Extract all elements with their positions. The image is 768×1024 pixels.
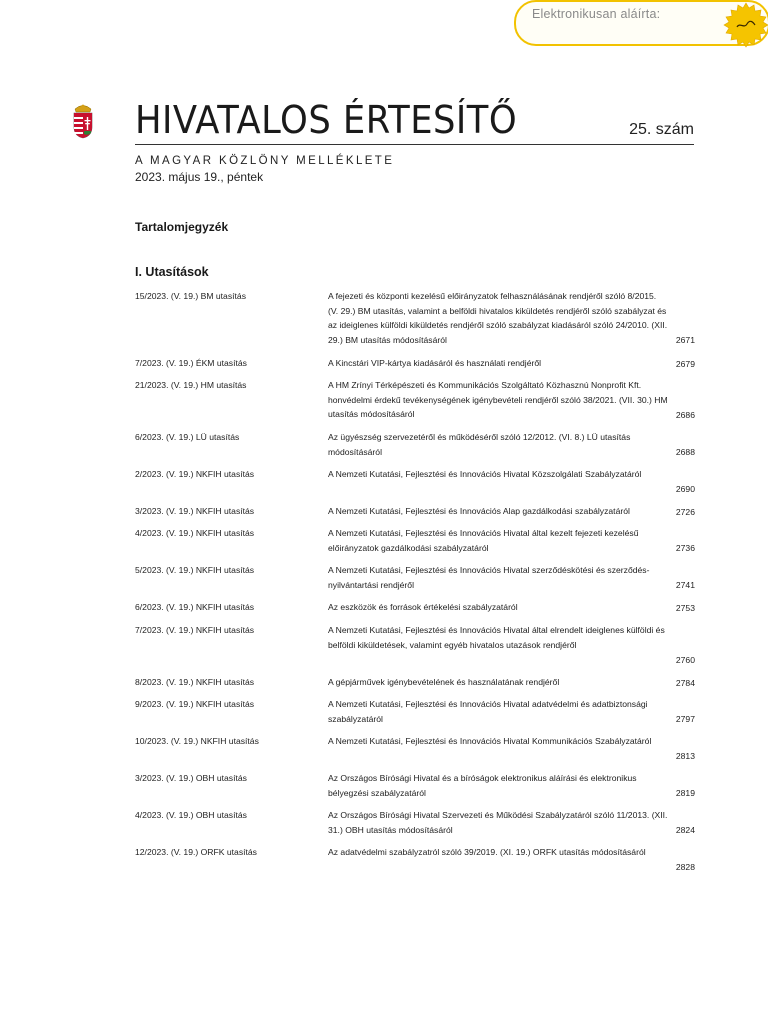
toc-entry-page: 2824 (675, 824, 695, 835)
toc-entry-page: 2819 (675, 787, 695, 798)
toc-heading: Tartalomjegyzék (135, 220, 229, 234)
toc-entry[interactable] (135, 845, 695, 874)
section-heading: I. Utasítások (135, 265, 209, 279)
toc-entry-title: Az Országos Bírósági Hivatal Szervezeti és Működési Szabályzatáról szóló 11/2013. (XII. 31.) OBH utasítás módosításáról (328, 810, 668, 835)
toc-entry-title: A Nemzeti Kutatási, Fejlesztési és Innovációs Hivatal szerződéskötési és szerződés-nyilvántartási rendjéről (328, 565, 650, 590)
toc-entry-page: 2671 (675, 334, 695, 345)
toc-entry[interactable] (135, 526, 695, 555)
toc-entry-title: A Nemzeti Kutatási, Fejlesztési és Innovációs Hivatal adatvédelmi és adatbiztonsági szabályzatáról (328, 699, 648, 724)
toc-entry[interactable] (135, 771, 695, 800)
publication-subtitle: A MAGYAR KÖZLÖNY MELLÉKLETE (135, 155, 395, 167)
toc-entry[interactable] (135, 356, 695, 371)
toc-entry-page: 2688 (675, 446, 695, 457)
hungarian-coat-of-arms-icon (71, 103, 95, 139)
toc-entry-code: 4/2023. (V. 19.) OBH utasítás (135, 810, 247, 820)
esign-label: Elektronikusan aláírta: (532, 7, 661, 21)
toc-entry-page: 2686 (675, 409, 695, 420)
signature-seal-icon (722, 2, 768, 48)
toc-entry-title: A Nemzeti Kutatási, Fejlesztési és Innovációs Alap gazdálkodási szabályzatáról (328, 506, 630, 516)
toc-entry-page: 2726 (675, 506, 695, 517)
toc-entry-page: 2813 (675, 750, 695, 761)
toc-entry-code: 12/2023. (V. 19.) ORFK utasítás (135, 847, 257, 857)
toc-entry-page: 2741 (675, 579, 695, 590)
toc-entry-page: 2760 (675, 654, 695, 665)
toc-entry-code: 4/2023. (V. 19.) NKFIH utasítás (135, 528, 255, 538)
toc-entry[interactable] (135, 467, 695, 496)
toc-entry-page: 2736 (675, 542, 695, 553)
toc-entry-code: 21/2023. (V. 19.) HM utasítás (135, 380, 247, 390)
toc-entry-code: 8/2023. (V. 19.) NKFIH utasítás (135, 677, 255, 687)
toc-entry[interactable] (135, 808, 695, 837)
toc-entry-title: A Nemzeti Kutatási, Fejlesztési és Innovációs Hivatal Közszolgálati Szabályzatáról (328, 469, 642, 479)
toc-entry-title: Az adatvédelmi szabályzatról szóló 39/2019. (XI. 19.) ORFK utasítás módosításáról (328, 847, 646, 857)
toc-entry-code: 5/2023. (V. 19.) NKFIH utasítás (135, 565, 255, 575)
toc-entry-title: A gépjárművek igénybevételének és használatának rendjéről (328, 677, 560, 687)
issue-number: 25. szám (629, 121, 694, 138)
toc-entry-page: 2753 (675, 602, 695, 613)
toc-entry-title: A Nemzeti Kutatási, Fejlesztési és Innovációs Hivatal által kezelt fejezeti kezelésű előirányzatok gazdálkodási szabályzatáról (328, 528, 639, 553)
toc-entry-title: A HM Zrínyi Térképészeti és Kommunikációs Szolgáltató Közhasznú Nonprofit Kft. honvédelmi érdekű tevékenységének igénybevételi rendjéről szóló 38/2021. (VII. 30.) HM utasítás módosításáról (328, 380, 668, 419)
toc-entry-code: 3/2023. (V. 19.) NKFIH utasítás (135, 506, 255, 516)
toc-entry[interactable] (135, 623, 695, 667)
toc-entry-title: Az eszközök és források értékelési szabályzatáról (328, 602, 518, 612)
toc-entry[interactable] (135, 378, 695, 422)
toc-entry[interactable] (135, 289, 695, 347)
publication-title: HIVATALOS ÉRTESÍTŐ (135, 98, 518, 142)
toc-entry[interactable] (135, 563, 695, 592)
electronic-signature-box (514, 0, 768, 46)
toc-entry[interactable] (135, 734, 695, 763)
toc-entry-title: A Nemzeti Kutatási, Fejlesztési és Innovációs Hivatal által elrendelt ideiglenes külföldi és belföldi kiküldetések, valamint egyéb hivatalos utazások rendjéről (328, 625, 665, 650)
toc-entry-code: 3/2023. (V. 19.) OBH utasítás (135, 773, 247, 783)
toc-entry-page: 2679 (675, 358, 695, 369)
header-divider (135, 144, 694, 145)
toc-entry-code: 6/2023. (V. 19.) NKFIH utasítás (135, 602, 255, 612)
toc-entry[interactable] (135, 430, 695, 459)
toc-entry-title: A Kincstári VIP-kártya kiadásáról és használati rendjéről (328, 358, 542, 368)
toc-entry-code: 7/2023. (V. 19.) NKFIH utasítás (135, 625, 255, 635)
toc-entry-code: 10/2023. (V. 19.) NKFIH utasítás (135, 736, 259, 746)
toc-entry[interactable] (135, 600, 695, 615)
toc-entry-code: 6/2023. (V. 19.) LÜ utasítás (135, 432, 240, 442)
toc-entry-page: 2828 (675, 861, 695, 872)
toc-entry[interactable] (135, 675, 695, 690)
toc-entry-page: 2784 (675, 677, 695, 688)
toc-entry[interactable] (135, 504, 695, 519)
toc-entry-title: Az Országos Bírósági Hivatal és a bíróságok elektronikus aláírási és elektronikus bélyegzési szabályzatáról (328, 773, 637, 798)
toc-entry-code: 9/2023. (V. 19.) NKFIH utasítás (135, 699, 255, 709)
toc-entry-title: A Nemzeti Kutatási, Fejlesztési és Innovációs Hivatal Kommunikációs Szabályzatáról (328, 736, 652, 746)
toc-entry-code: 7/2023. (V. 19.) ÉKM utasítás (135, 358, 247, 368)
toc-entry-code: 2/2023. (V. 19.) NKFIH utasítás (135, 469, 255, 479)
toc-entry-code: 15/2023. (V. 19.) BM utasítás (135, 291, 246, 301)
toc-entry-title: A fejezeti és központi kezelésű előirányzatok felhasználásának rendjéről szóló 8/2015. (V. 29.) BM utasítás, valamint a belföldi hivatalos kiküldetés rendjéről szóló szabályzat és az ideiglenes külföldi kiküldetés rendjéről szóló szabályzat kiadásáról szóló 24/2010. (XII. 29.) BM utasítás módosításáról (328, 291, 668, 345)
toc-entry-page: 2690 (675, 483, 695, 494)
publication-date: 2023. május 19., péntek (135, 170, 264, 184)
toc-entry-page: 2797 (675, 713, 695, 724)
toc-entry-title: Az ügyészség szervezetéről és működéséről szóló 12/2012. (VI. 8.) LÜ utasítás módosításáról (328, 432, 631, 457)
toc-entry[interactable] (135, 697, 695, 726)
